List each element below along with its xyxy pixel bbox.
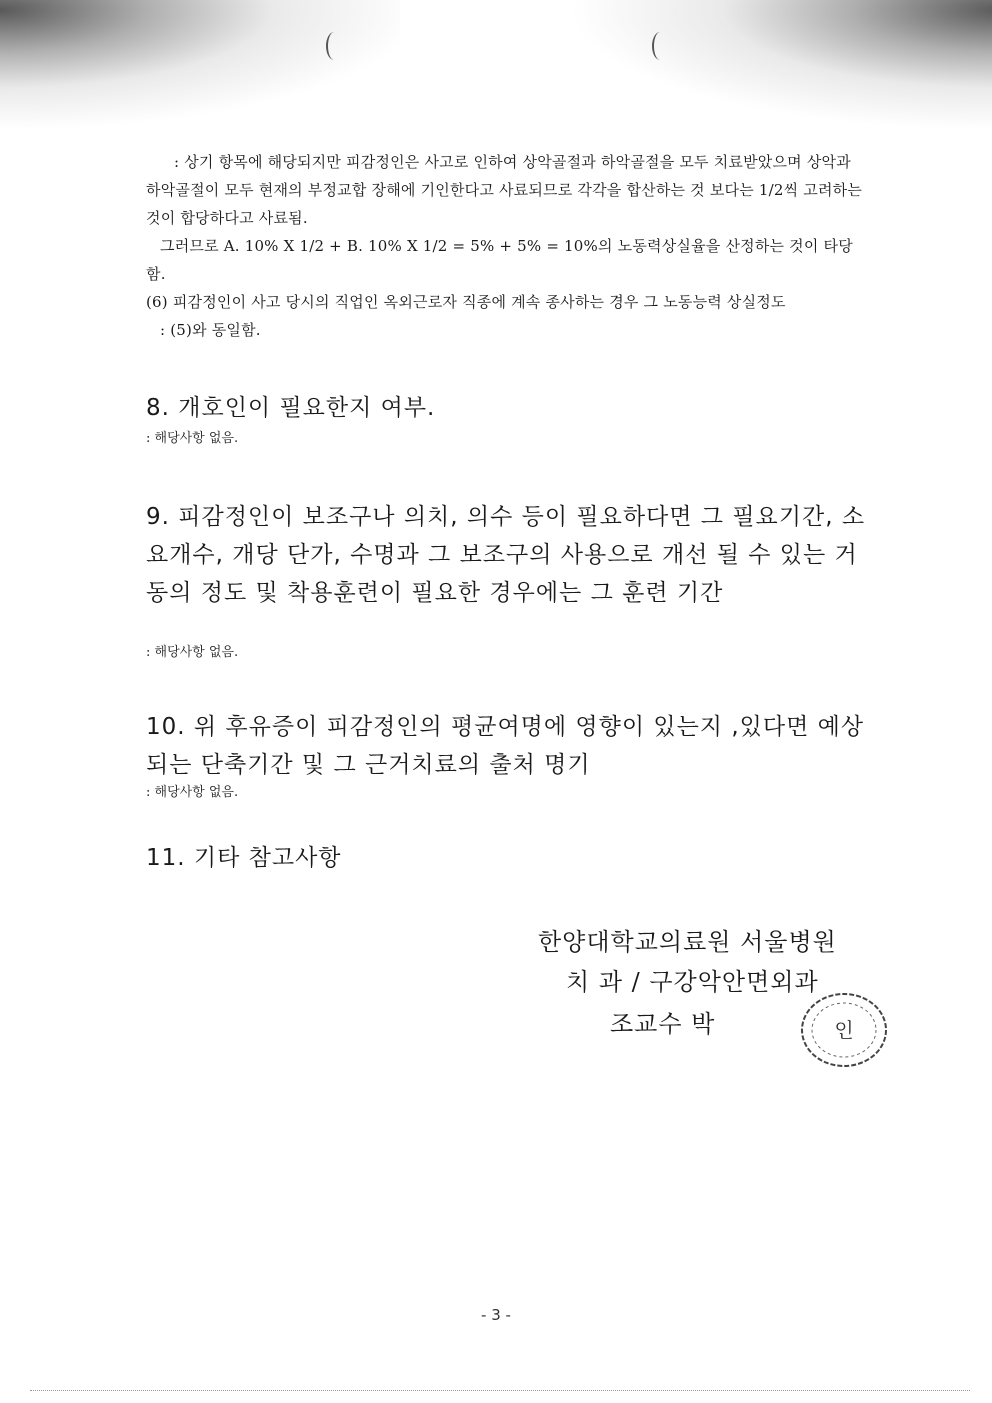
section-10-heading: 10. 위 후유증이 피감정인의 평균여명에 영향이 있는지 ,있다면 예상되는 단축기간 및 그 근거치료의 출처 명기 (146, 714, 865, 778)
paragraph-item-6: (6) 피감정인이 사고 당시의 직업인 옥외근로자 직종에 계속 종사하는 경우 그 노동능력 상실정도 (146, 293, 786, 311)
punch-hole-left (326, 32, 342, 60)
section-9-heading: 9. 피감정인이 보조구나 의치, 의수 등이 필요하다면 그 필요기간, 소요개수, 개당 단가, 수명과 그 보조구의 사용으로 개선 될 수 있는 거동의 정도 및 착용훈련이 필요한 경우에는 그 훈련 기간 (146, 504, 866, 606)
punch-hole-right (652, 32, 668, 60)
section-10-answer: : 해당사항 없음. (146, 785, 239, 800)
official-seal-stamp (798, 990, 890, 1070)
paragraph-item-6-answer: : (5)와 동일함. (160, 321, 261, 339)
continued-text-block (146, 148, 870, 344)
scan-shadow-left (0, 0, 400, 140)
section-11-heading: 11. 기타 참고사항 (146, 845, 342, 871)
section-8-heading: 8. 개호인이 필요한지 여부. (146, 395, 436, 421)
section-9-answer: : 해당사항 없음. (146, 645, 239, 660)
section-8-answer: : 해당사항 없음. (146, 431, 239, 446)
paragraph-calculation: 그러므로 A. 10% X 1/2 + B. 10% X 1/2 = 5% + 5% = 10%의 노동력상실율을 산정하는 것이 타당함. (146, 237, 853, 283)
scan-shadow-right (572, 0, 992, 140)
signature-name: 조교수 박 (610, 1010, 716, 1038)
bottom-dotted-line (30, 1390, 970, 1391)
signature-department: 치 과 / 구강악안면외과 (566, 968, 819, 996)
seal-character: 인 (834, 1018, 854, 1042)
paragraph-adjustment: : 상기 항목에 해당되지만 피감정인은 사고로 인하여 상악골절과 하악골절을 모두 치료받았으며 상악과 하악골절이 모두 현재의 부정교합 장해에 기인한다고 사료되므로 각각을 합산하는 것 보다는 1/2씩 고려하는 것이 합당하다고 사료됨. (146, 153, 863, 227)
signature-institution: 한양대학교의료원 서울병원 (538, 928, 837, 956)
page-number: - 3 - (481, 1306, 511, 1324)
